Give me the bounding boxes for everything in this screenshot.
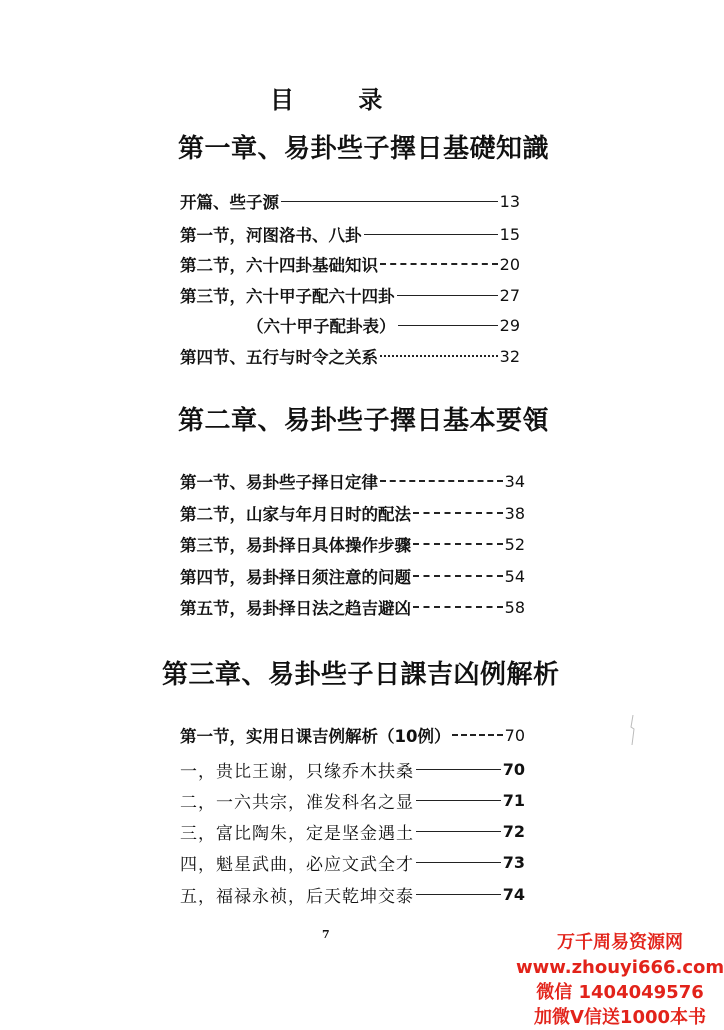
scan-artifact-mark [628, 715, 638, 745]
entry-page: 34 [504, 471, 525, 491]
leader-line [397, 295, 498, 296]
entry-label: 开篇、些子源 [180, 193, 279, 212]
leader-line [413, 512, 503, 514]
leader-line [413, 543, 503, 545]
leader-line [398, 325, 498, 326]
entry-page: 15 [499, 224, 520, 244]
leader-line [281, 201, 498, 202]
entry-page: 38 [504, 503, 525, 523]
entry-page: 20 [499, 254, 520, 274]
toc-entry [180, 190, 520, 212]
toc-entry [180, 470, 525, 492]
entry-label: 第三节，易卦择日具体操作步骤 [180, 536, 411, 555]
entry-label: 第一节，实用日课吉例解析（10例） [180, 727, 451, 746]
toc-entry [180, 533, 525, 555]
entry-label: 三，富比陶朱，定是坚金遇土 [180, 823, 414, 844]
leader-line [452, 734, 502, 736]
leader-line [380, 263, 498, 265]
entry-page: 70 [502, 759, 525, 779]
watermark-line: www.zhouyi666.com [516, 957, 724, 978]
entry-label: 四，魁星武曲，必应文武全才 [180, 854, 414, 875]
toc-entry [180, 789, 525, 811]
chapter-title: 第三章、易卦些子日課吉凶例解析 [162, 660, 560, 690]
watermark-line: 微信 1404049576 [536, 982, 704, 1003]
leader-line [416, 800, 501, 801]
chapter-title: 第一章、易卦些子擇日基礎知識 [178, 134, 550, 164]
leader-line [416, 769, 501, 770]
toc-entry [180, 883, 525, 905]
entry-page: 54 [504, 566, 525, 586]
entry-label: 第四节、五行与时令之关系 [180, 348, 378, 367]
leader-line [416, 862, 501, 863]
entry-label: 第二节，山家与年月日时的配法 [180, 505, 411, 524]
entry-label: 第一节，河图洛书、八卦 [180, 226, 362, 245]
watermark [516, 930, 724, 1030]
leader-line [380, 480, 503, 482]
entry-label: 二，一六共宗，准发科名之显 [180, 792, 414, 813]
entry-page: 74 [502, 884, 525, 904]
watermark-line: 加微V信送1000本书 [533, 1007, 707, 1028]
leader-line [416, 894, 501, 895]
entry-page: 70 [504, 725, 525, 745]
leader-line [380, 355, 498, 357]
leader-line [413, 606, 503, 608]
chapter-title: 第二章、易卦些子擇日基本要領 [178, 406, 550, 436]
toc-entry [247, 314, 520, 336]
toc-entry [180, 758, 525, 780]
toc-entry [180, 596, 525, 618]
entry-page: 29 [499, 315, 520, 335]
toc-entry [180, 253, 520, 275]
entry-page: 71 [502, 790, 525, 810]
entry-label: 第四节，易卦择日须注意的问题 [180, 568, 411, 587]
leader-line [364, 234, 498, 235]
toc-entry [180, 223, 520, 245]
toc-entry [180, 565, 525, 587]
entry-label: 五，福禄永祯，后天乾坤交泰 [180, 886, 414, 907]
entry-label: 第二节，六十四卦基础知识 [180, 256, 378, 275]
entry-page: 27 [499, 285, 520, 305]
toc-entry [180, 284, 520, 306]
entry-page: 58 [504, 597, 525, 617]
entry-label: 第一节、易卦些子择日定律 [180, 473, 378, 492]
entry-page: 72 [502, 821, 525, 841]
toc-entry [180, 502, 525, 524]
entry-page: 73 [502, 852, 525, 872]
leader-line [416, 831, 501, 832]
entry-label: 一，贵比王谢，只缘乔木扶桑 [180, 761, 414, 782]
toc-entry [180, 820, 525, 842]
entry-label: 第五节，易卦择日法之趋吉避凶 [180, 599, 411, 618]
watermark-line: 万千周易资源网 [557, 932, 683, 953]
toc-entry [180, 345, 520, 367]
toc-entry [180, 851, 525, 873]
entry-page: 52 [504, 534, 525, 554]
entry-label: （六十甲子配卦表） [247, 317, 396, 336]
leader-line [413, 575, 503, 577]
entry-page: 32 [499, 346, 520, 366]
entry-label: 第三节，六十甲子配六十四卦 [180, 287, 395, 306]
page-number: 7 [322, 928, 330, 941]
toc-entry [180, 724, 525, 746]
toc-title: 目 录 [270, 86, 411, 114]
entry-page: 13 [499, 191, 520, 211]
